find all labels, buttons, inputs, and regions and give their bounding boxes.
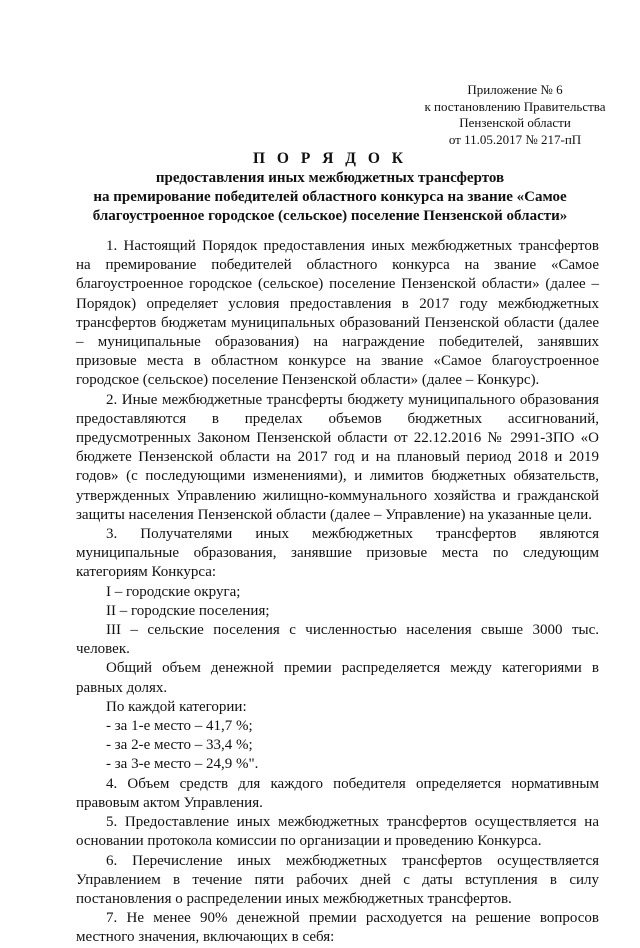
- category-1: I – городские округа;: [106, 583, 241, 600]
- per-category-label: По каждой категории:: [106, 698, 247, 715]
- category-3: III – сельские поселения с численностью населения свыше 3000 тыс. человек.: [76, 622, 599, 658]
- document-body: [76, 237, 599, 948]
- document-heading: [60, 149, 600, 226]
- paragraph-distribution: Общий объем денежной премии распределяется между категориями в равных долях.: [76, 660, 599, 696]
- appendix-date: от 11.05.2017 № 217-пП: [448, 131, 582, 147]
- paragraph-2: 2. Иные межбюджетные трансферты бюджету муниципального образования предоставляются в пределах объемов бюджетных ассигнований, предусмотренных Законом Пензенской области от 22.12.2016 № 2991-ЗПО «О бюджете Пензенской области на 2017 год и на плановый период 2018 и 2019 годов» (с последующими изменениями), и лимитов бюджетных обязательств, утвержденных Управлению жилищно-коммунального хозяйства и гражданской защиты населения Пензенской области (далее – Управление) на указанные цели.: [76, 391, 599, 523]
- paragraph-3: 3. Получателями иных межбюджетных трансфертов являются муниципальные образования, занявшие призовые места по следующим категориям Конкурса:: [76, 526, 599, 581]
- paragraph-7: 7. Не менее 90% денежной премии расходуется на решение вопросов местного значения, включающих в себя:: [76, 910, 599, 946]
- place-2-share: - за 2-е место – 33,4 %;: [106, 737, 253, 754]
- document-subtitle-line-1: предоставления иных межбюджетных трансфертов: [155, 170, 505, 186]
- appendix-resolution: к постановлению Правительства: [424, 98, 606, 114]
- document-title: П О Р Я Д О К: [253, 150, 407, 167]
- document-subtitle-line-2: на премирование победителей областного конкурса на звание «Самое: [93, 189, 567, 205]
- place-3-share: - за 3-е место – 24,9 %".: [106, 756, 259, 773]
- appendix-number: Приложение № 6: [467, 82, 563, 97]
- appendix-header: [410, 82, 620, 148]
- paragraph-6: 6. Перечисление иных межбюджетных трансфертов осуществляется Управлением в течение пяти рабочих дней с даты вступления в силу постановления о распределении иных межбюджетных трансфертов.: [76, 852, 599, 907]
- paragraph-1: 1. Настоящий Порядок предоставления иных межбюджетных трансфертов на премирование победителей областного конкурса на звание «Самое благоустроенное городское (сельское) поселение Пензенской области» (далее – Порядок) определяет условия предоставления в 2017 году межбюджетных трансфертов бюджетам муниципальных образований Пензенской области (далее – муниципальные образования) на награждение победителей, занявших призовые места в областном конкурсе на звание «Самое благоустроенное городское (сельское) поселение Пензенской области» (далее – Конкурс).: [76, 238, 599, 389]
- paragraph-4: 4. Объем средств для каждого победителя определяется нормативным правовым актом Управления.: [76, 775, 599, 811]
- place-1-share: - за 1-е место – 41,7 %;: [106, 718, 253, 735]
- category-2: II – городские поселения;: [106, 602, 270, 619]
- appendix-region: Пензенской области: [459, 115, 571, 130]
- document-subtitle-line-3: благоустроенное городское (сельское) поселение Пензенской области»: [92, 208, 568, 224]
- paragraph-5: 5. Предоставление иных межбюджетных трансфертов осуществляется на основании протокола комиссии по организации и проведению Конкурса.: [76, 814, 599, 850]
